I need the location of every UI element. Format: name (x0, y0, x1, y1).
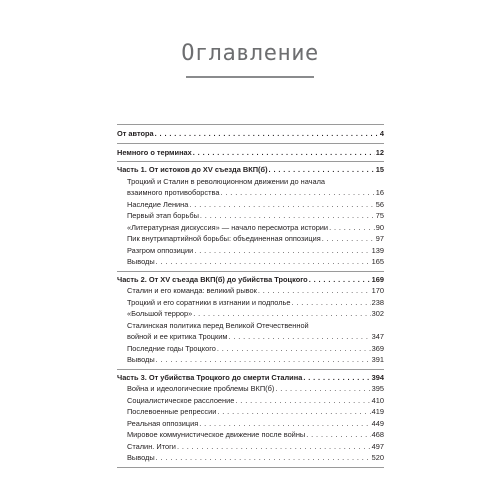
toc-entry-page: 16 (375, 188, 384, 197)
toc-entry[interactable] (117, 343, 384, 355)
toc-entry[interactable] (117, 256, 384, 268)
toc-entry-page: 369 (371, 343, 384, 353)
toc-entry[interactable] (117, 383, 384, 395)
toc-entry-page: 449 (371, 418, 384, 428)
toc-leader-dots (303, 372, 370, 384)
toc-entry-title: От автора (117, 129, 154, 138)
toc-entry-page: 302 (371, 309, 384, 318)
toc-leader-dots (220, 187, 374, 199)
toc-entry-title: Реальная оппозиция (127, 418, 199, 428)
toc-leader-dots (306, 429, 370, 441)
toc-entry-page: 56 (375, 199, 384, 209)
toc-entry-title: Наследие Ленина (127, 199, 189, 209)
toc-entry-page: 4 (379, 129, 384, 138)
toc-entry-title: Выводы (127, 355, 155, 364)
toc-entry[interactable] (117, 144, 384, 162)
toc-leader-dots (193, 147, 375, 159)
toc-entry-title: «Литературная дискуссия» — начало пересмотра истории (127, 222, 329, 232)
toc-entry[interactable] (117, 285, 384, 297)
toc-leader-dots (189, 199, 374, 211)
toc-leader-dots (291, 297, 370, 309)
toc-leader-dots (217, 406, 370, 418)
toc-entry-page: 347 (371, 332, 384, 341)
toc-entry-multiline[interactable] (117, 176, 384, 199)
toc-entry[interactable] (117, 354, 384, 366)
toc-separator (117, 467, 384, 468)
toc-leader-dots (193, 308, 370, 320)
toc-entry-page: 468 (371, 430, 384, 439)
toc-entry-title: Пик внутрипартийной борьбы: объединенная оппозиция (127, 234, 321, 243)
toc-entry[interactable] (117, 233, 384, 245)
toc-leader-dots (235, 395, 370, 407)
toc-leader-dots (156, 452, 371, 464)
toc-entry-title: Часть 3. От убийства Троцкого до смерти Сталина (117, 372, 303, 382)
toc-entry-title: Социалистическое расслоение (127, 395, 235, 405)
toc-entry[interactable] (117, 308, 384, 320)
toc-leader-dots (199, 418, 370, 430)
toc-entry[interactable] (117, 452, 384, 464)
toc-entry[interactable] (117, 395, 384, 407)
toc-part-heading[interactable] (117, 370, 384, 384)
toc-leader-dots (275, 383, 370, 395)
toc-entry-page: 410 (371, 395, 384, 405)
toc-entry-title: взаимного противоборства (127, 188, 220, 197)
toc-entry-title-line: Троцкий и Сталин в революционном движении до начала (127, 176, 326, 186)
toc-entry-page: 75 (375, 211, 384, 220)
toc-entry[interactable] (117, 406, 384, 418)
toc-entry-page: 139 (371, 245, 384, 255)
toc-entry-title: Сталин. Итоги (127, 441, 176, 451)
toc-entry-page: 394 (371, 372, 384, 382)
toc-entry-page: 419 (371, 407, 384, 416)
toc-leader-dots (194, 245, 370, 257)
toc-leader-dots (156, 354, 371, 366)
toc-entry-page: 238 (371, 297, 384, 307)
toc-entry-page: 97 (375, 234, 384, 243)
toc-entry-title: Мировое коммунистическое движение после войны (127, 430, 306, 439)
toc-entry-title: Первый этап борьбы (127, 211, 199, 220)
toc-entry-page: 497 (371, 441, 384, 451)
toc-entry-title: Послевоенные репрессии (127, 407, 217, 416)
toc-entry-page: 90 (375, 222, 384, 232)
toc-entry-page: 15 (375, 165, 384, 174)
toc-leader-dots (177, 441, 371, 453)
toc-leader-dots (322, 233, 375, 245)
toc-leader-dots (200, 210, 375, 222)
toc-entry[interactable] (117, 210, 384, 222)
toc-entry-title: Часть 1. От истоков до XV съезда ВКП(б) (117, 165, 268, 174)
toc-part-heading[interactable] (117, 162, 384, 176)
toc-entry[interactable] (117, 222, 384, 234)
toc-entry[interactable] (127, 187, 384, 199)
toc-entry-title: Часть 2. От XV съезда ВКП(б) до убийства Троцкого (117, 274, 308, 284)
toc-entry-title: Немного о терминах (117, 147, 192, 157)
toc-leader-dots (258, 285, 371, 297)
toc-entry-title: «Большой террор» (127, 309, 193, 318)
toc-part (117, 162, 384, 271)
toc-entry[interactable] (127, 331, 384, 343)
toc-leader-dots (217, 343, 371, 355)
toc-entry-page: 169 (371, 274, 384, 284)
toc-entry-title: Выводы (127, 453, 155, 462)
toc-entry-title: войной и ее критика Троцким (127, 332, 228, 341)
toc-entry-title: Троцкий и его соратники в изгнании и подполье (127, 297, 291, 307)
toc-leader-dots (329, 222, 375, 234)
toc-entry[interactable] (117, 441, 384, 453)
toc-entry-title: Сталин и его команда: великий рывок (127, 286, 257, 295)
toc-entry-title: Война и идеологические проблемы ВКП(б) (127, 384, 275, 393)
toc-entry-page: 165 (371, 257, 384, 266)
toc-part-heading[interactable] (117, 272, 384, 286)
table-of-contents (117, 124, 384, 468)
toc-entry-page: 520 (371, 453, 384, 462)
toc-entry[interactable] (117, 199, 384, 211)
toc-entry-title-line: Сталинская политика перед Великой Отечественной (127, 320, 309, 330)
toc-entry-page: 391 (371, 355, 384, 364)
toc-entry[interactable] (117, 418, 384, 430)
title-underline (186, 76, 314, 78)
toc-entry-page: 170 (371, 286, 384, 295)
toc-entry[interactable] (117, 125, 384, 143)
toc-entry-page: 12 (375, 147, 384, 157)
toc-entry-title: Последние годы Троцкого (127, 343, 216, 353)
toc-leader-dots (156, 256, 371, 268)
toc-entry-title: Выводы (127, 257, 155, 266)
toc-entry[interactable] (117, 297, 384, 309)
toc-entry-multiline[interactable] (117, 320, 384, 343)
toc-leader-dots (155, 128, 379, 140)
toc-entry-title: Разгром оппозиции (127, 245, 194, 255)
toc-part (117, 370, 384, 467)
toc-part (117, 272, 384, 369)
toc-leader-dots (309, 274, 371, 286)
page-title: Оглавление (181, 41, 319, 66)
toc-entry[interactable] (117, 245, 384, 257)
toc-leader-dots (269, 164, 375, 176)
toc-leader-dots (228, 331, 370, 343)
toc-entry[interactable] (117, 429, 384, 441)
toc-entry-page: 395 (371, 384, 384, 393)
